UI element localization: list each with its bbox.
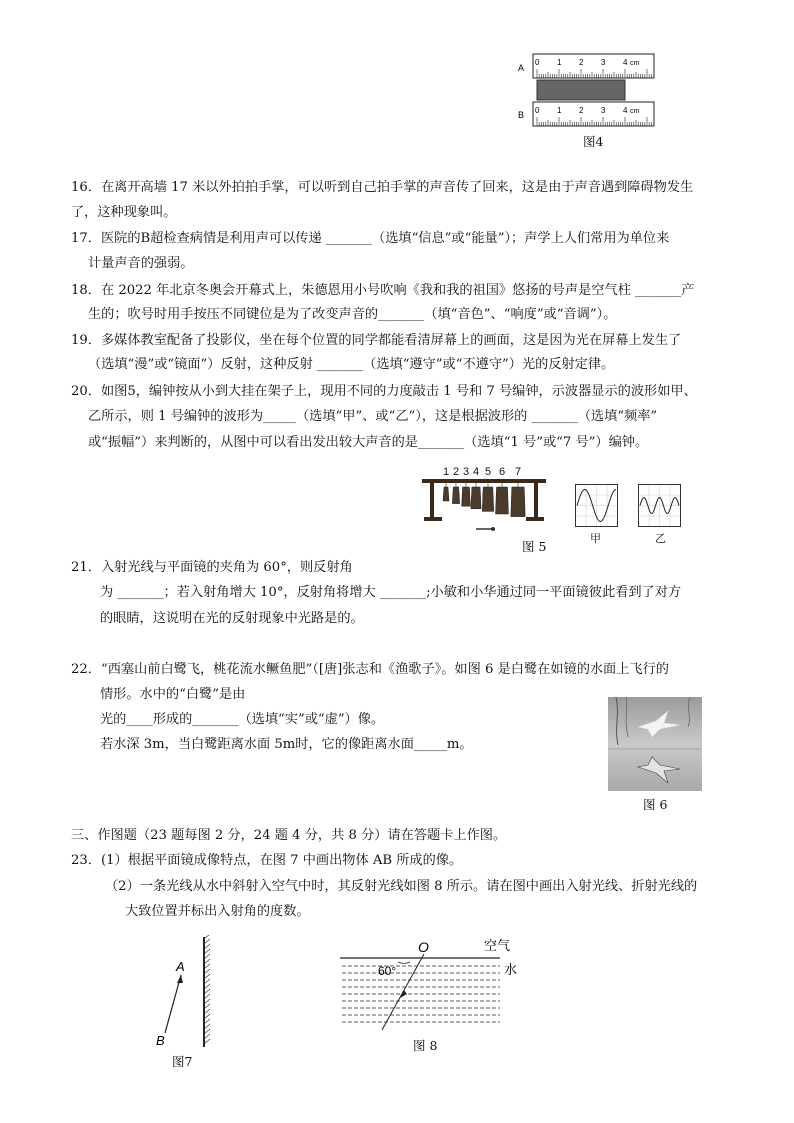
figure-5-bells xyxy=(418,463,550,535)
q16-line-2: 了，这种现象叫。 xyxy=(71,205,177,220)
bell-5 xyxy=(482,487,494,511)
figure-7-mirror xyxy=(150,935,220,1050)
bell-number: 2 xyxy=(453,466,460,478)
ruler-b-tick-label: 0 xyxy=(535,106,540,115)
figure-4-ruler xyxy=(515,52,660,132)
waveform-jia-label: 甲 xyxy=(590,532,601,545)
bell-3 xyxy=(462,487,471,506)
ruler-a-label: A xyxy=(518,63,525,73)
ruler-a-tick-label: 2 xyxy=(579,58,584,67)
figure-6-egret-photo xyxy=(608,697,702,791)
measured-object-bar xyxy=(537,80,625,100)
bell-number: 5 xyxy=(485,466,492,478)
bell-number: 4 xyxy=(473,466,480,478)
q21-line-1: 21．入射光线与平面镜的夹角为 60°，则反射角 xyxy=(71,560,353,575)
figure-8-caption: 图 8 xyxy=(413,1038,438,1053)
bell-2 xyxy=(452,487,459,504)
q22-line-4: 若水深 3m，当白鹭距离水面 5m时，它的像距离水面_____m。 xyxy=(100,737,473,752)
ruler-b-tick-label: 3 xyxy=(601,106,606,115)
section-3-title: 三、作图题（23 题每图 2 分，24 题 4 分，共 8 分）请在答题卡上作图。 xyxy=(71,828,507,843)
waveform-yi-label: 乙 xyxy=(655,532,666,545)
bell-number: 3 xyxy=(463,466,470,478)
object-ab-arrow xyxy=(165,975,181,1033)
figure-5-caption: 图 5 xyxy=(522,539,547,554)
q20-line-2: 乙所示，则 1 号编钟的波形为_____（选填“甲”、或“乙”），这是根据波形的 _______（选填“频率” xyxy=(88,409,658,424)
ruler-a-tick-label: 1 xyxy=(557,58,562,67)
ruler-b-tick-label: 2 xyxy=(579,106,584,115)
water-label: 水 xyxy=(504,962,518,977)
q22-line-2: 情形。水中的“白鹭”是由 xyxy=(100,687,246,702)
q20-line-1: 20．如图5，编钟按从小到大挂在架子上，现用不同的力度敲击 1 号和 7 号编钟，示波器显示的波形如甲、 xyxy=(71,384,697,399)
q21-line-3: 的眼睛，这说明在光的反射现象中光路是的。 xyxy=(100,611,364,626)
ruler-b-tick-label: 4 xyxy=(623,106,628,115)
ruler-b-tick-label: 1 xyxy=(557,106,562,115)
q20-line-3: 或“振幅”）来判断的，从图中可以看出发出较大声音的是_______（选填“1 号”或“7 号”）编钟。 xyxy=(88,435,649,450)
angle-label: 60° xyxy=(378,964,397,978)
bell-6 xyxy=(496,487,509,514)
bell-number: 1 xyxy=(443,466,450,478)
point-a-label: A xyxy=(176,959,185,974)
q21-line-2: 为 _______；若入射角增大 10°，反射角将增大 _______;小敏和小华通过同一平面镜彼此看到了对方 xyxy=(100,585,682,600)
ruler-a-unit: cm xyxy=(630,60,640,67)
figure-7-caption: 图7 xyxy=(172,1054,193,1069)
waveform-yi xyxy=(638,484,681,527)
ruler-b-unit: cm xyxy=(630,108,640,115)
figure-4-caption: 图4 xyxy=(583,134,604,149)
q17-line-2: 计量声音的强弱。 xyxy=(88,256,194,271)
point-b-label: B xyxy=(156,1033,165,1048)
ruler-a-tick-label: 0 xyxy=(535,58,540,67)
q17-line-1: 17．医院的B超检查病情是利用声可以传递 _______（选填“信息”或“能量”）；声学上人们常用为单位来 xyxy=(71,231,670,246)
bell-1 xyxy=(443,487,449,501)
q22-line-3: 光的____形成的_______（选填“实”或“虚”）像。 xyxy=(100,712,385,727)
q18-line-1: 18．在 2022 年北京冬奥会开幕式上，朱德恩用小号吹响《我和我的祖国》悠扬的号声是空气柱 _______产 xyxy=(71,283,695,298)
bell-number: 6 xyxy=(499,466,506,478)
q22-line-1: 22．“西塞山前白鹭飞，桃花流水鳜鱼肥”（[唐]张志和《渔歌子》。如图 6 是白鹭在如镜的水面上飞行的 xyxy=(71,662,669,677)
figure-6-caption: 图 6 xyxy=(643,797,668,812)
waveform-jia xyxy=(575,484,618,527)
ruler-a-tick-label: 3 xyxy=(601,58,606,67)
q19-line-2: （选填“漫”或“镜面”）反射，这种反射 _______（选填“遵守”或“不遵守”）光的反射定律。 xyxy=(88,357,615,372)
bell-7 xyxy=(511,487,525,517)
q16-line-1: 16．在离开高墙 17 米以外拍拍手掌，可以听到自己拍手掌的声音传了回来，这是由于声音遇到障碍物发生 xyxy=(71,180,694,195)
q23-line-3: 大致位置并标出入射角的度数。 xyxy=(125,904,310,919)
bell-4 xyxy=(471,487,481,509)
ruler-b-label: B xyxy=(518,110,525,120)
air-label: 空气 xyxy=(484,938,511,953)
bell-number: 7 xyxy=(515,466,522,478)
q18-line-2: 生的；吹号时用手按压不同键位是为了改变声音的_______（填“音色”、“响度”或“音调”）。 xyxy=(88,307,617,322)
q19-line-1: 19．多媒体教室配备了投影仪，坐在每个位置的同学都能看清屏幕上的画面，这是因为光在屏幕上发生了 xyxy=(71,333,682,348)
point-o-label: O xyxy=(418,939,429,955)
q23-line-1: 23．(1）根据平面镜成像特点，在图 7 中画出物体 AB 所成的像。 xyxy=(71,853,463,868)
q23-line-2: （2）一条光线从水中斜射入空气中时，其反射光线如图 8 所示。请在图中画出入射光线、折射光线的 xyxy=(105,879,698,894)
figure-8-refraction xyxy=(338,932,528,1032)
ruler-a-tick-label: 4 xyxy=(623,58,628,67)
